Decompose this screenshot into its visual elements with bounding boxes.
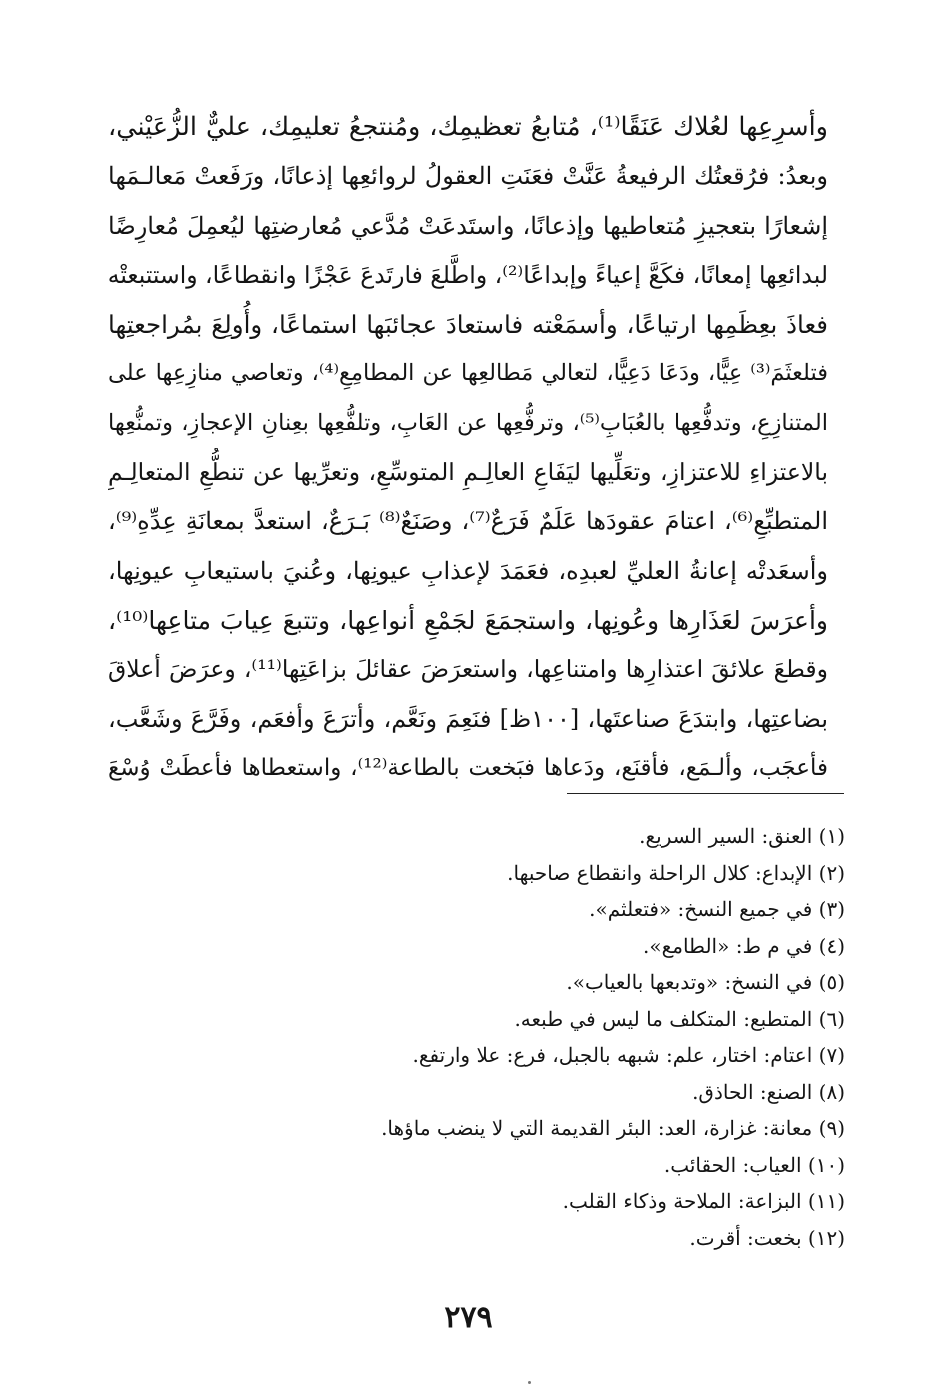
- footnote: (١٠) العياب: الحقائب.: [663, 1152, 845, 1177]
- text-line: وبعدُ: فرُقعتُك الرفيعةُ عَنَّتْ فعَنَتِ العقولُ لروائعِها إذعانًا، ورَفَعتْ مَعالـمَها: [108, 162, 828, 191]
- footnote: (١٢) بخعت: أقرت.: [689, 1225, 845, 1250]
- text-line: إشعارًا بتعجيزِ مُتعاطيها وإذعانًا، واستَدعَتْ مُدَّعي مُعارضتِها ليُعمِلَ مُعارِضًا: [108, 211, 828, 240]
- text-line: فأعجَب، وألـمَع، فأقنَع، ودَعاها فبَخعت بالطاعة⁽¹²⁾، واستعطاها فأعطَتْ وُسْعَ: [108, 754, 828, 781]
- footnote-divider: [567, 793, 844, 794]
- text-line: وقطعَ علائقَ اعتذارِها وامتناعِها، واستعرَضَ عقائلَ بزاعَتِها⁽¹¹⁾، وعرَضَ أعلاقَ: [108, 655, 828, 684]
- main-text-block: [108, 103, 828, 793]
- footnote: (٢) الإبداع: كلال الراحلة وانقطاع صاحبها.: [507, 860, 845, 885]
- text-line: بضاعتِها، وابتدَعَ صناعتَها، [١٠٠ظ] فنَعِمَ ونَعَّم، وأترَعَ وأفعَم، وفَرَّعَ وشَعَّب،: [108, 704, 828, 733]
- text-line: وأسعَدتْه إعانةُ العليِّ لعبدِه، فعَمَدَ لإعذابِ عيونِها، وعُنيَ باستيعابِ عيونِها،: [108, 556, 828, 585]
- footnote: (٣) في جميع النسخ: «فتعلثم».: [589, 897, 845, 921]
- text-line: وأسرِعِها لعُلاك عَنَقًا⁽¹⁾، مُتابعُ تعظيمِك، ومُنتجعُ تعليمِك، عليٌّ الزُّعَيْني،: [108, 112, 828, 142]
- footnote: (٩) معانة: غزارة، العد: البئر القديمة التي لا ينضب ماؤها.: [381, 1116, 845, 1140]
- footnote: (٦) المتطبع: المتكلف ما ليس في طبعه.: [514, 1006, 845, 1031]
- text-line: فعاذَ بعِظَمِها ارتياعًا، وأسمَعْته فاستعادَ عجائبَها استماعًا، وأُولِعَ بمُراجعتِها: [108, 310, 828, 340]
- footnote: (٨) الصنع: الحاذق.: [692, 1079, 845, 1104]
- text-line: فتلعثَمَ⁽³⁾ عِيًّا، ودَعَا دَعِيًّا، لتعالي مَطالعِها عن المطامِعِ⁽⁴⁾، وتعاصي منازِعِها على: [108, 360, 828, 387]
- text-line: بالاعتزاءِ للاعتزازِ، وتعَلِّيها ليَفَاعِ العالِـمِ المتوسِّعِ، وتعرِّيها عن تنطُّعِ المتعالِـمِ: [108, 458, 828, 487]
- page-number: ٢٧٩: [444, 1300, 493, 1335]
- text-line: المتنازِعِ، وتدفُّعِها بالعُبَابِ⁽⁵⁾، وترفُّعِها عن العَابِ، وتلفُّعِها بعِنانِ الإعجازِ، وتمنُّعِها: [108, 409, 828, 436]
- footnote: (١) العنق: السير السريع.: [639, 824, 845, 848]
- footnote: (٥) في النسخ: «وتدبعها بالعياب».: [566, 970, 845, 994]
- footnotes-block: [105, 818, 845, 1256]
- footnote: (٧) اعتام: اختار، علم: شبهه بالجبل، فرع: علا وارتفع.: [412, 1043, 845, 1067]
- footnote: (١١) البزاعة: الملاحة وذكاء القلب.: [562, 1189, 845, 1213]
- scan-speck: [528, 1381, 531, 1384]
- text-line: لبدائعِها إمعانًا، فكَعَّ إعياءً وإبداعًا⁽²⁾، واطَّلعَ فارتَدعَ عَجْزًا وانقطاعًا، واستتبعتْه: [108, 260, 828, 289]
- text-line: وأعرَسَ لعَذَارِها وعُونِها، واستجمَعَ لجَمْعِ أنواعِها، وتتبعَ عِيابَ متاعِها⁽¹⁰⁾،: [108, 605, 828, 635]
- text-line: المتطبِّعِ⁽⁶⁾، اعتامَ عقودَها عَلَمٌ فَرَعٌ⁽⁷⁾، وصَنَعٌ⁽⁸⁾ بَـرَعٌ، استعدَّ بمعانَةِ عِدِّهِ⁽⁹⁾،: [108, 507, 828, 536]
- footnote: (٤) في م ط: «الطامع».: [643, 933, 845, 958]
